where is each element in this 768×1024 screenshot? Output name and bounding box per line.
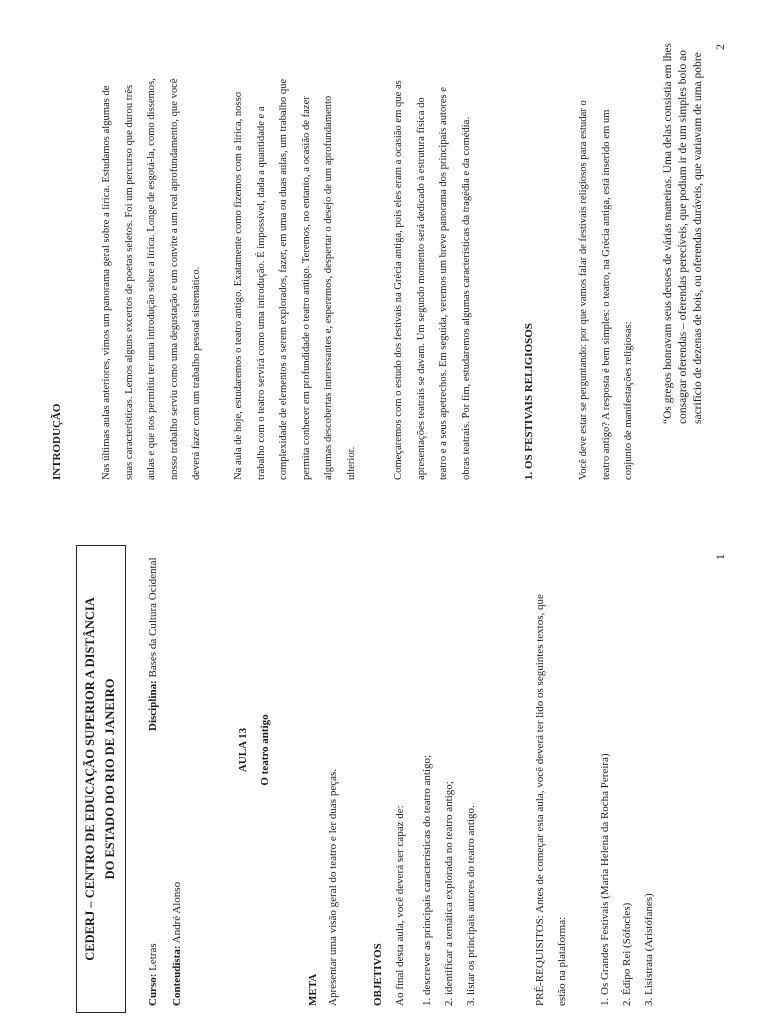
block-quote: “Os gregos honravam seus deuses de várias maneiras. Uma delas consistia em lhes consagrar oferendas – oferendas perecíveis, que podiam ir de um simples bolo ao sacrifício de dezenas de bois, ou oferendas duráveis, que variavam de uma pobre [662, 43, 704, 424]
institution-title: CEDERJ – CENTRO DE EDUCAÇÃO SUPERIOR A DISTÂNCIA DO ESTADO DO RIO DE JANEIRO [83, 597, 117, 961]
intro-paragraph-2: Na aula de hoje, estudaremos o teatro antigo. Exatamente como fizemos com a lírica, nosso trabalho com o teatro servirá como uma introdução. É impossível, dada a quantidade e a complexidade de elementos a serem explorados, fazer, em uma ou duas aulas, um trabalho que permita conhecer em profundidade o teatro antigo. Teremos, no entanto, a ocasião de fazer algumas descobertas interessantes e, esperemos, despertar o desejo de um aprofundamento ulterior. [233, 78, 357, 480]
list-item: 2. Édipo Rei (Sófocles) [621, 902, 633, 1006]
list-item: 2. identificar a temática explorada no teatro antigo; [443, 781, 455, 1006]
lesson-number: AULA 13 [237, 727, 249, 773]
readings-list [594, 546, 660, 1006]
course-line: Curso: LetrasDisciplina: Bases da Cultura Ocidental [147, 557, 159, 1006]
list-item: 3. Lisístrata (Aristófanes) [643, 893, 655, 1006]
meta-text: Apresentar uma visão geral do teatro e ler duas peças. [327, 768, 339, 1006]
list-item: 1. Os Grandes Festivais (Maria Helena da Rocha Pereira) [599, 753, 611, 1006]
lesson-title: O teatro antigo [259, 714, 271, 786]
page-number: 2 [713, 44, 727, 50]
list-item: 1. descrever as principais características do teatro antigo; [421, 754, 433, 1006]
intro-paragraph-1: Nas últimas aulas anteriores, vimos um panorama geral sobre a lírica. Estudamos algumas de suas características. Lemos alguns excertos de poetas seletos. Foi um percurso que durou três aulas e que nos permitiu ter uma introdução sobre a lírica. Longe de esgotá-la, como dissemos, nosso trabalho serviu como uma degustação e um convite a um real aprofundamento, que você deverá fazer com um trabalho pessoal sistemático. [101, 78, 202, 480]
page-number: 1 [713, 554, 727, 560]
author-line: Conteudista: André Alonso [171, 881, 183, 1006]
section-1-heading: 1. OS FESTIVAIS RELIGIOSOS [523, 323, 535, 480]
objectives-list [416, 546, 482, 1006]
intro-paragraph-3: Começaremos com o estudo dos festivais na Grécia antiga, pois eles eram a ocasião em que as apresentações teatrais se davam. Um segundo momento será dedicado à estrutura física do teatro e a seus apetrechos. Em seguida, veremos um breve panorama dos principais autores e obras teatrais. Por fim, estudaremos algumas características da tragédia e da comédia. [393, 80, 472, 480]
prerequisites: PRÉ-REQUISITOS: Antes de começar esta aula, você deverá ter lido os seguintes textos, que estão na plataforma: [534, 594, 568, 1006]
meta-heading: META [307, 973, 319, 1006]
section-1-paragraph: Você deve estar se perguntando: por que vamos falar de festivais religiosos para estudar o teatro antigo? A resposta é bem simples: o teatro, na Grécia antiga, está inserido em um conjunto de manifestações religiosas: [578, 100, 634, 480]
objectives-intro: Ao final desta aula, você deverá ser capaz de: [394, 805, 406, 1006]
list-item: 3. listar os principais autores do teatro antigo. [465, 805, 477, 1006]
objectives-heading: OBJETIVOS [372, 943, 384, 1006]
intro-heading: INTRODUÇÃO [51, 403, 63, 480]
